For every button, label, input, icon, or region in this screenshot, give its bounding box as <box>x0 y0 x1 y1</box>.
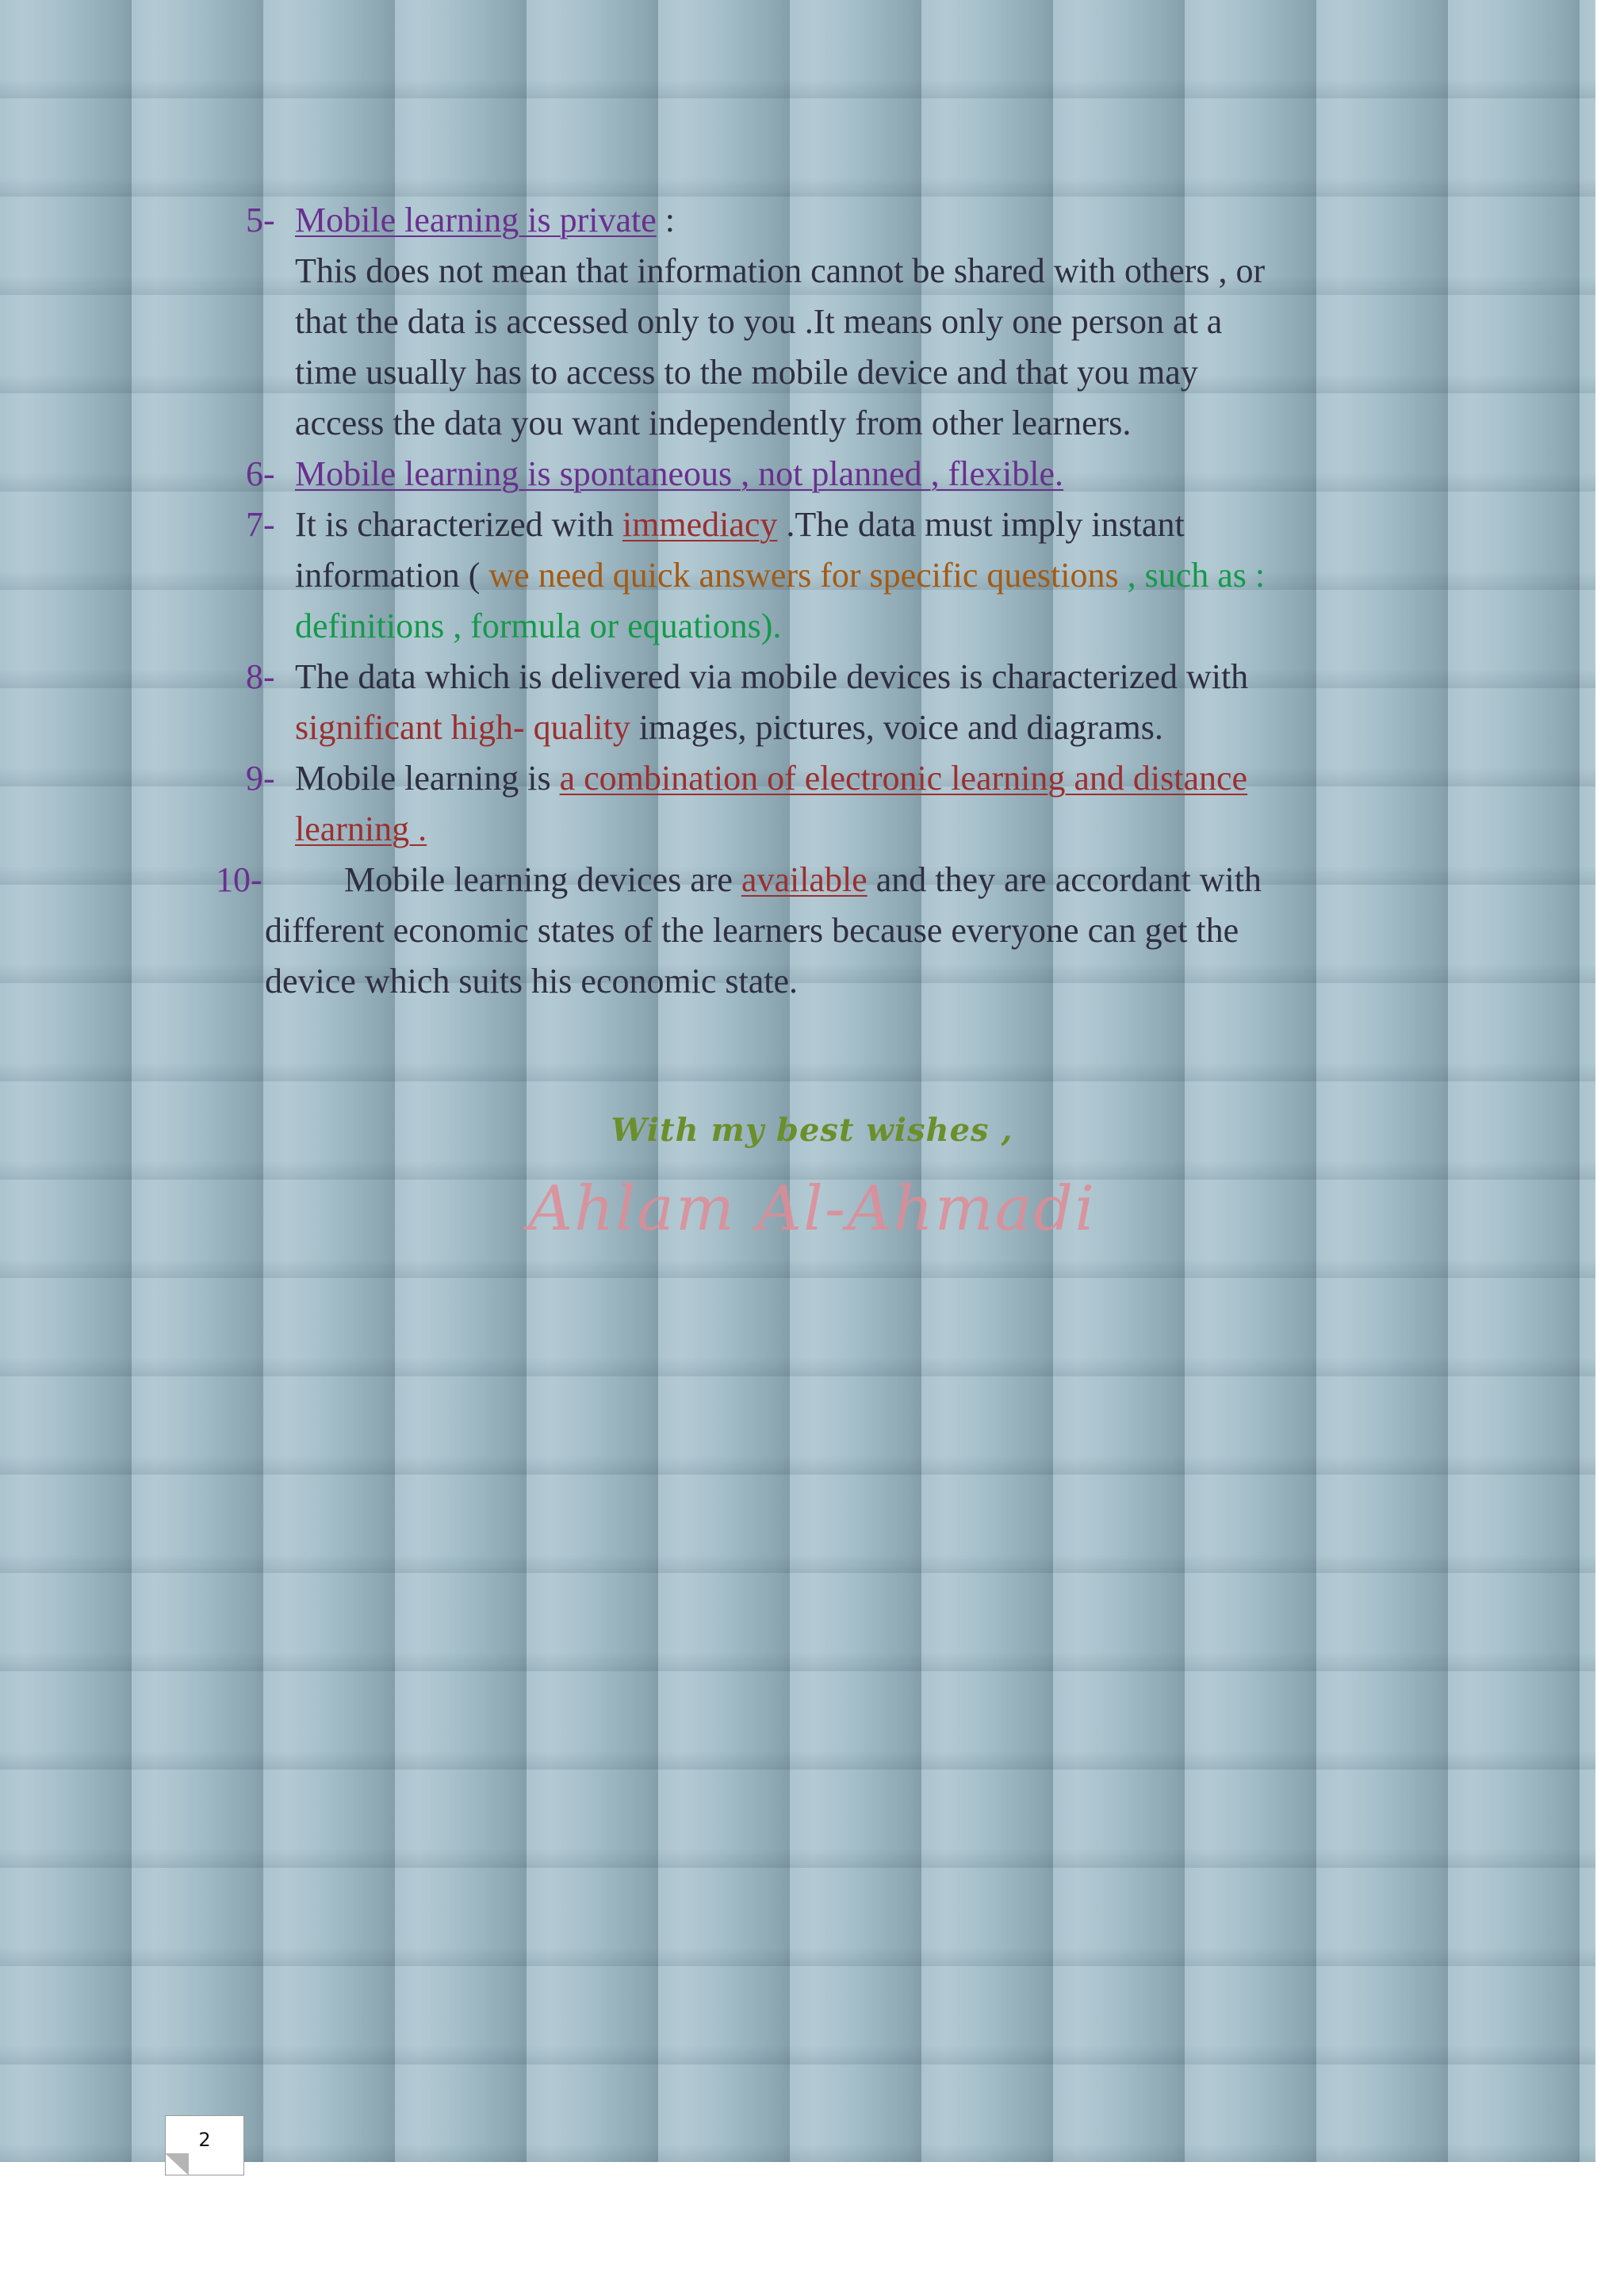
item-9-line-2 <box>295 809 427 848</box>
closing-wishes: With my best wishes , <box>611 1112 1013 1149</box>
item-10-text-a: Mobile learning devices are <box>344 860 741 899</box>
item-number-7: 7- <box>246 505 275 544</box>
item-number-6: 6- <box>246 454 275 493</box>
page-number: 2 <box>198 2129 211 2151</box>
item-7-line-1 <box>295 507 1185 542</box>
item-7-quick-answers: we need quick answers for specific questions <box>488 556 1119 595</box>
item-9-line-1 <box>295 761 1247 796</box>
item-5-colon: : <box>656 201 676 239</box>
item-7-text-c: information ( <box>295 556 489 595</box>
item-9-combination: a combination of electronic learning and distance <box>559 759 1248 798</box>
item-9-learning: learning . <box>295 809 427 848</box>
item-5-line-5: access the data you want independently from other learners. <box>295 404 1132 442</box>
item-7-immediacy: immediacy <box>622 505 778 544</box>
item-number-10: 10- <box>216 860 262 899</box>
item-number-9: 9- <box>246 759 275 798</box>
item-5-line-4: time usually has to access to the mobile device and that you may <box>295 353 1198 392</box>
item-10-line-2: different economic states of the learners because everyone can get the <box>265 911 1239 950</box>
item-7-text-a: It is characterized with <box>295 505 622 544</box>
item-10-text-b: and they are accordant with <box>867 860 1262 899</box>
item-number-8: 8- <box>246 657 275 696</box>
item-7-line-2 <box>295 558 1265 593</box>
item-8-text: images, pictures, voice and diagrams. <box>630 708 1163 747</box>
item-8-line-1: The data which is delivered via mobile devices is characterized with <box>295 657 1249 696</box>
item-7-such-as: , such as : <box>1118 556 1266 595</box>
item-10-line-1 <box>344 860 1262 899</box>
item-9-text: Mobile learning is <box>295 759 560 798</box>
item-8-high-quality: significant high- quality <box>295 708 630 747</box>
item-6-line-1 <box>295 454 1064 493</box>
item-10-available: available <box>741 860 868 899</box>
item-10-line-3: device which suits his economic state. <box>265 962 799 1001</box>
item-8-line-2 <box>295 710 1163 745</box>
author-signature: Ahlam Al-Ahmadi <box>527 1173 1097 1245</box>
item-5-heading: Mobile learning is private <box>295 201 657 239</box>
item-7-text-b: .The data must imply instant <box>777 505 1185 544</box>
item-6-heading: Mobile learning is spontaneous , not planned , flexible. <box>295 454 1064 493</box>
item-5-line-1 <box>295 203 675 238</box>
item-5-line-2: This does not mean that information cannot be shared with others , or <box>295 251 1266 290</box>
item-7-line-3: definitions , formula or equations). <box>295 607 782 645</box>
item-5-line-3: that the data is accessed only to you .It means only one person at a <box>295 302 1223 341</box>
item-number-5: 5- <box>246 201 275 239</box>
page-curl-icon <box>165 2153 189 2175</box>
